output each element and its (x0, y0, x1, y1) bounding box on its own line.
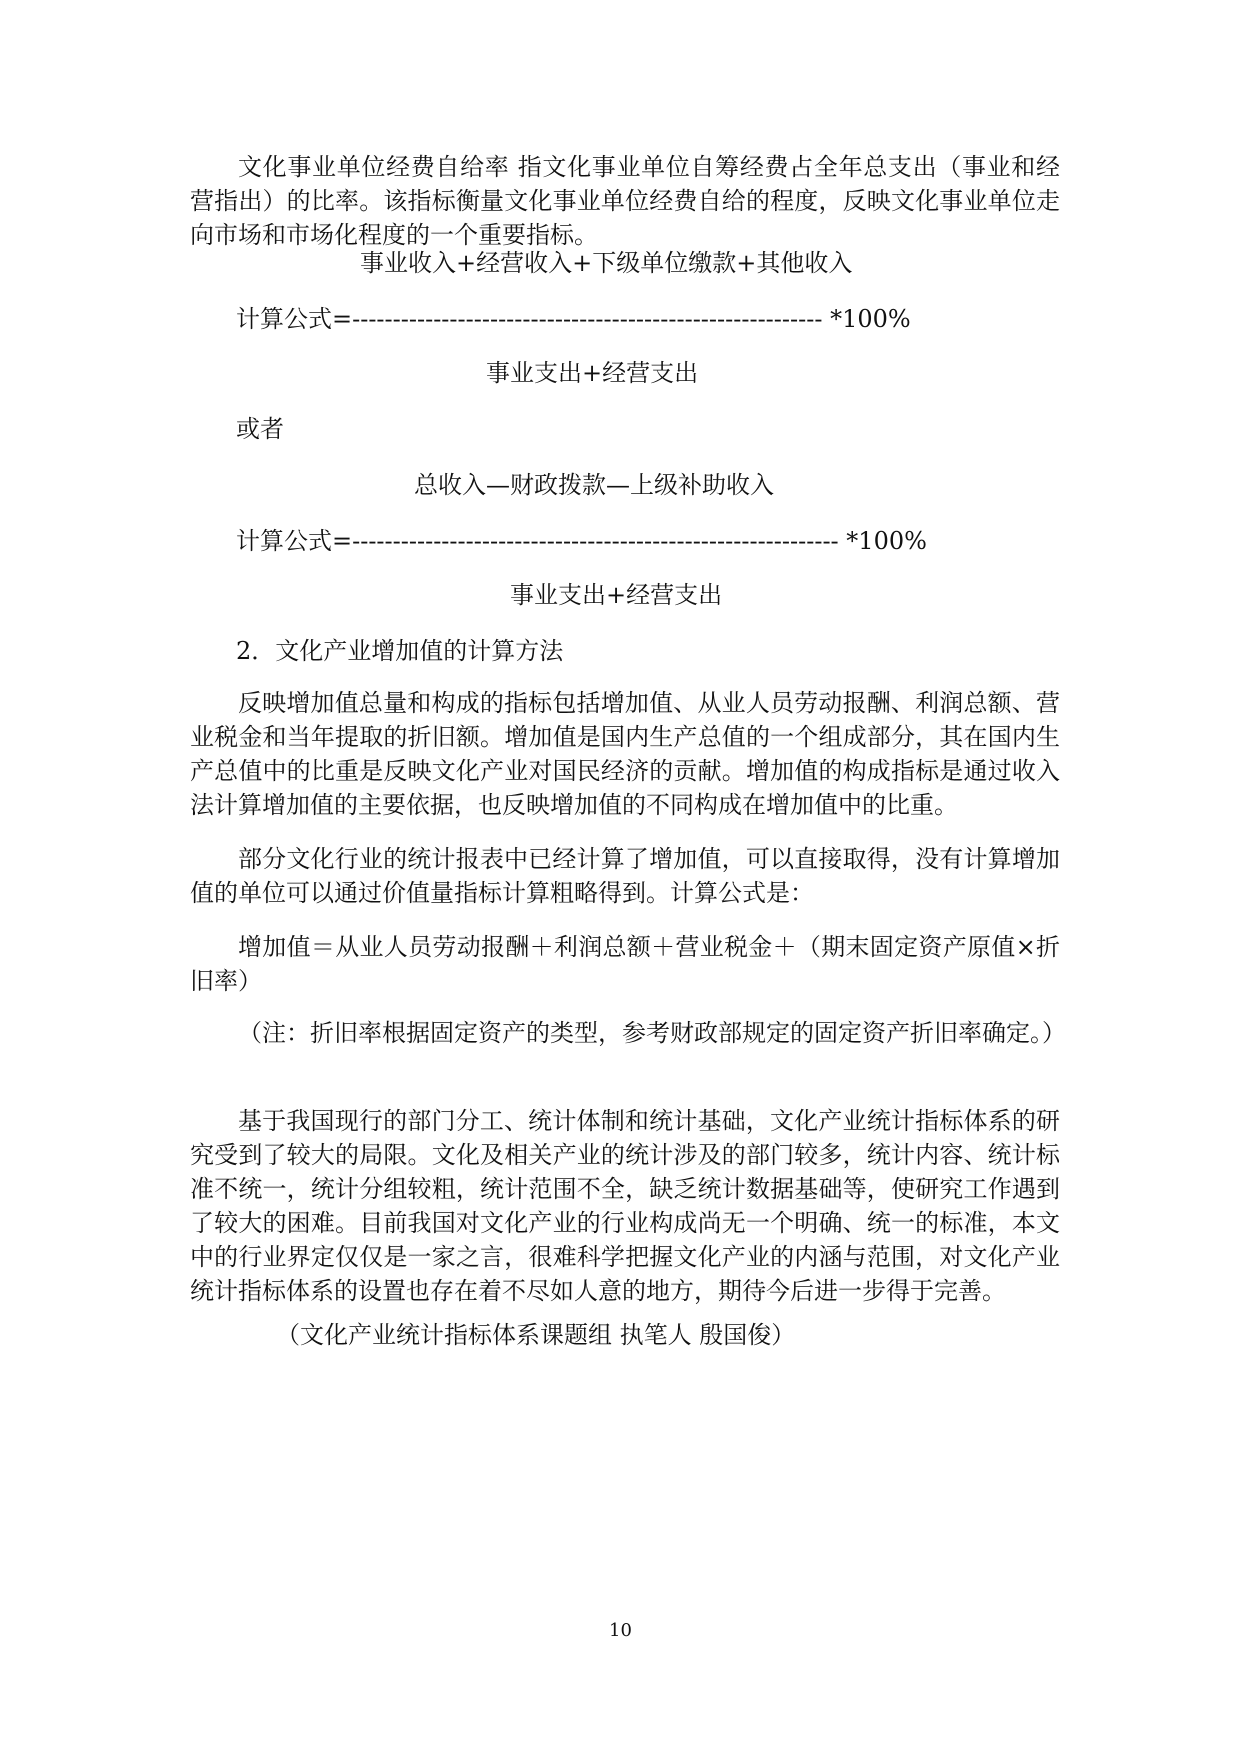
formula1-numerator: 事业收入+经营收入+下级单位缴款+其他收入 (360, 249, 853, 277)
formula2-numerator: 总收入—财政拨款—上级补助收入 (414, 471, 774, 499)
paragraph-self-sufficiency-rate: 文化事业单位经费自给率 指文化事业单位自筹经费占全年总支出（事业和经营指出）的比率。该指标衡量文化事业单位经费自给的程度，反映文化事业单位走向市场和市场化程度的一个重要指标。 (190, 153, 1060, 249)
formula1-line: 计算公式=---------------------------------------------------------- *100% (236, 305, 911, 333)
paragraph-note: （注：折旧率根据固定资产的类型，参考财政部规定的固定资产折旧率确定。） (238, 1019, 1066, 1047)
page-number: 10 (609, 1620, 632, 1641)
formula2-denominator: 事业支出+经营支出 (510, 581, 723, 609)
paragraph-value-added: 反映增加值总量和构成的指标包括增加值、从业人员劳动报酬、利润总额、营业税金和当年提取的折旧额。增加值是国内生产总值的一个组成部分，其在国内生产总值中的比重是反映文化产业对国民经济的贡献。增加值的构成指标是通过收入法计算增加值的主要依据，也反映增加值的不同构成在增加值中的比重。 (190, 689, 1060, 819)
attribution: （文化产业统计指标体系课题组 执笔人 殷国俊） (276, 1321, 796, 1349)
paragraph-formula-text: 增加值＝从业人员劳动报酬＋利润总额＋营业税金＋（期末固定资产原值×折旧率） (190, 933, 1060, 995)
paragraph-calculation: 部分文化行业的统计报表中已经计算了增加值，可以直接取得，没有计算增加值的单位可以通过价值量指标计算粗略得到。计算公式是： (190, 845, 1060, 907)
or-label: 或者 (236, 415, 284, 443)
formula1-denominator: 事业支出+经营支出 (486, 359, 699, 387)
paragraph-conclusion: 基于我国现行的部门分工、统计体制和统计基础，文化产业统计指标体系的研究受到了较大的局限。文化及相关产业的统计涉及的部门较多，统计内容、统计标准不统一，统计分组较粗，统计范围不全，缺乏统计数据基础等，使研究工作遇到了较大的困难。目前我国对文化产业的行业构成尚无一个明确、统一的标准，本文中的行业界定仅仅是一家之言，很难科学把握文化产业的内涵与范围，对文化产业统计指标体系的设置也存在着不尽如人意的地方，期待今后进一步得于完善。 (190, 1107, 1060, 1305)
formula2-line: 计算公式=------------------------------------------------------------ *100% (236, 527, 927, 555)
section-heading: 2．文化产业增加值的计算方法 (236, 637, 564, 665)
